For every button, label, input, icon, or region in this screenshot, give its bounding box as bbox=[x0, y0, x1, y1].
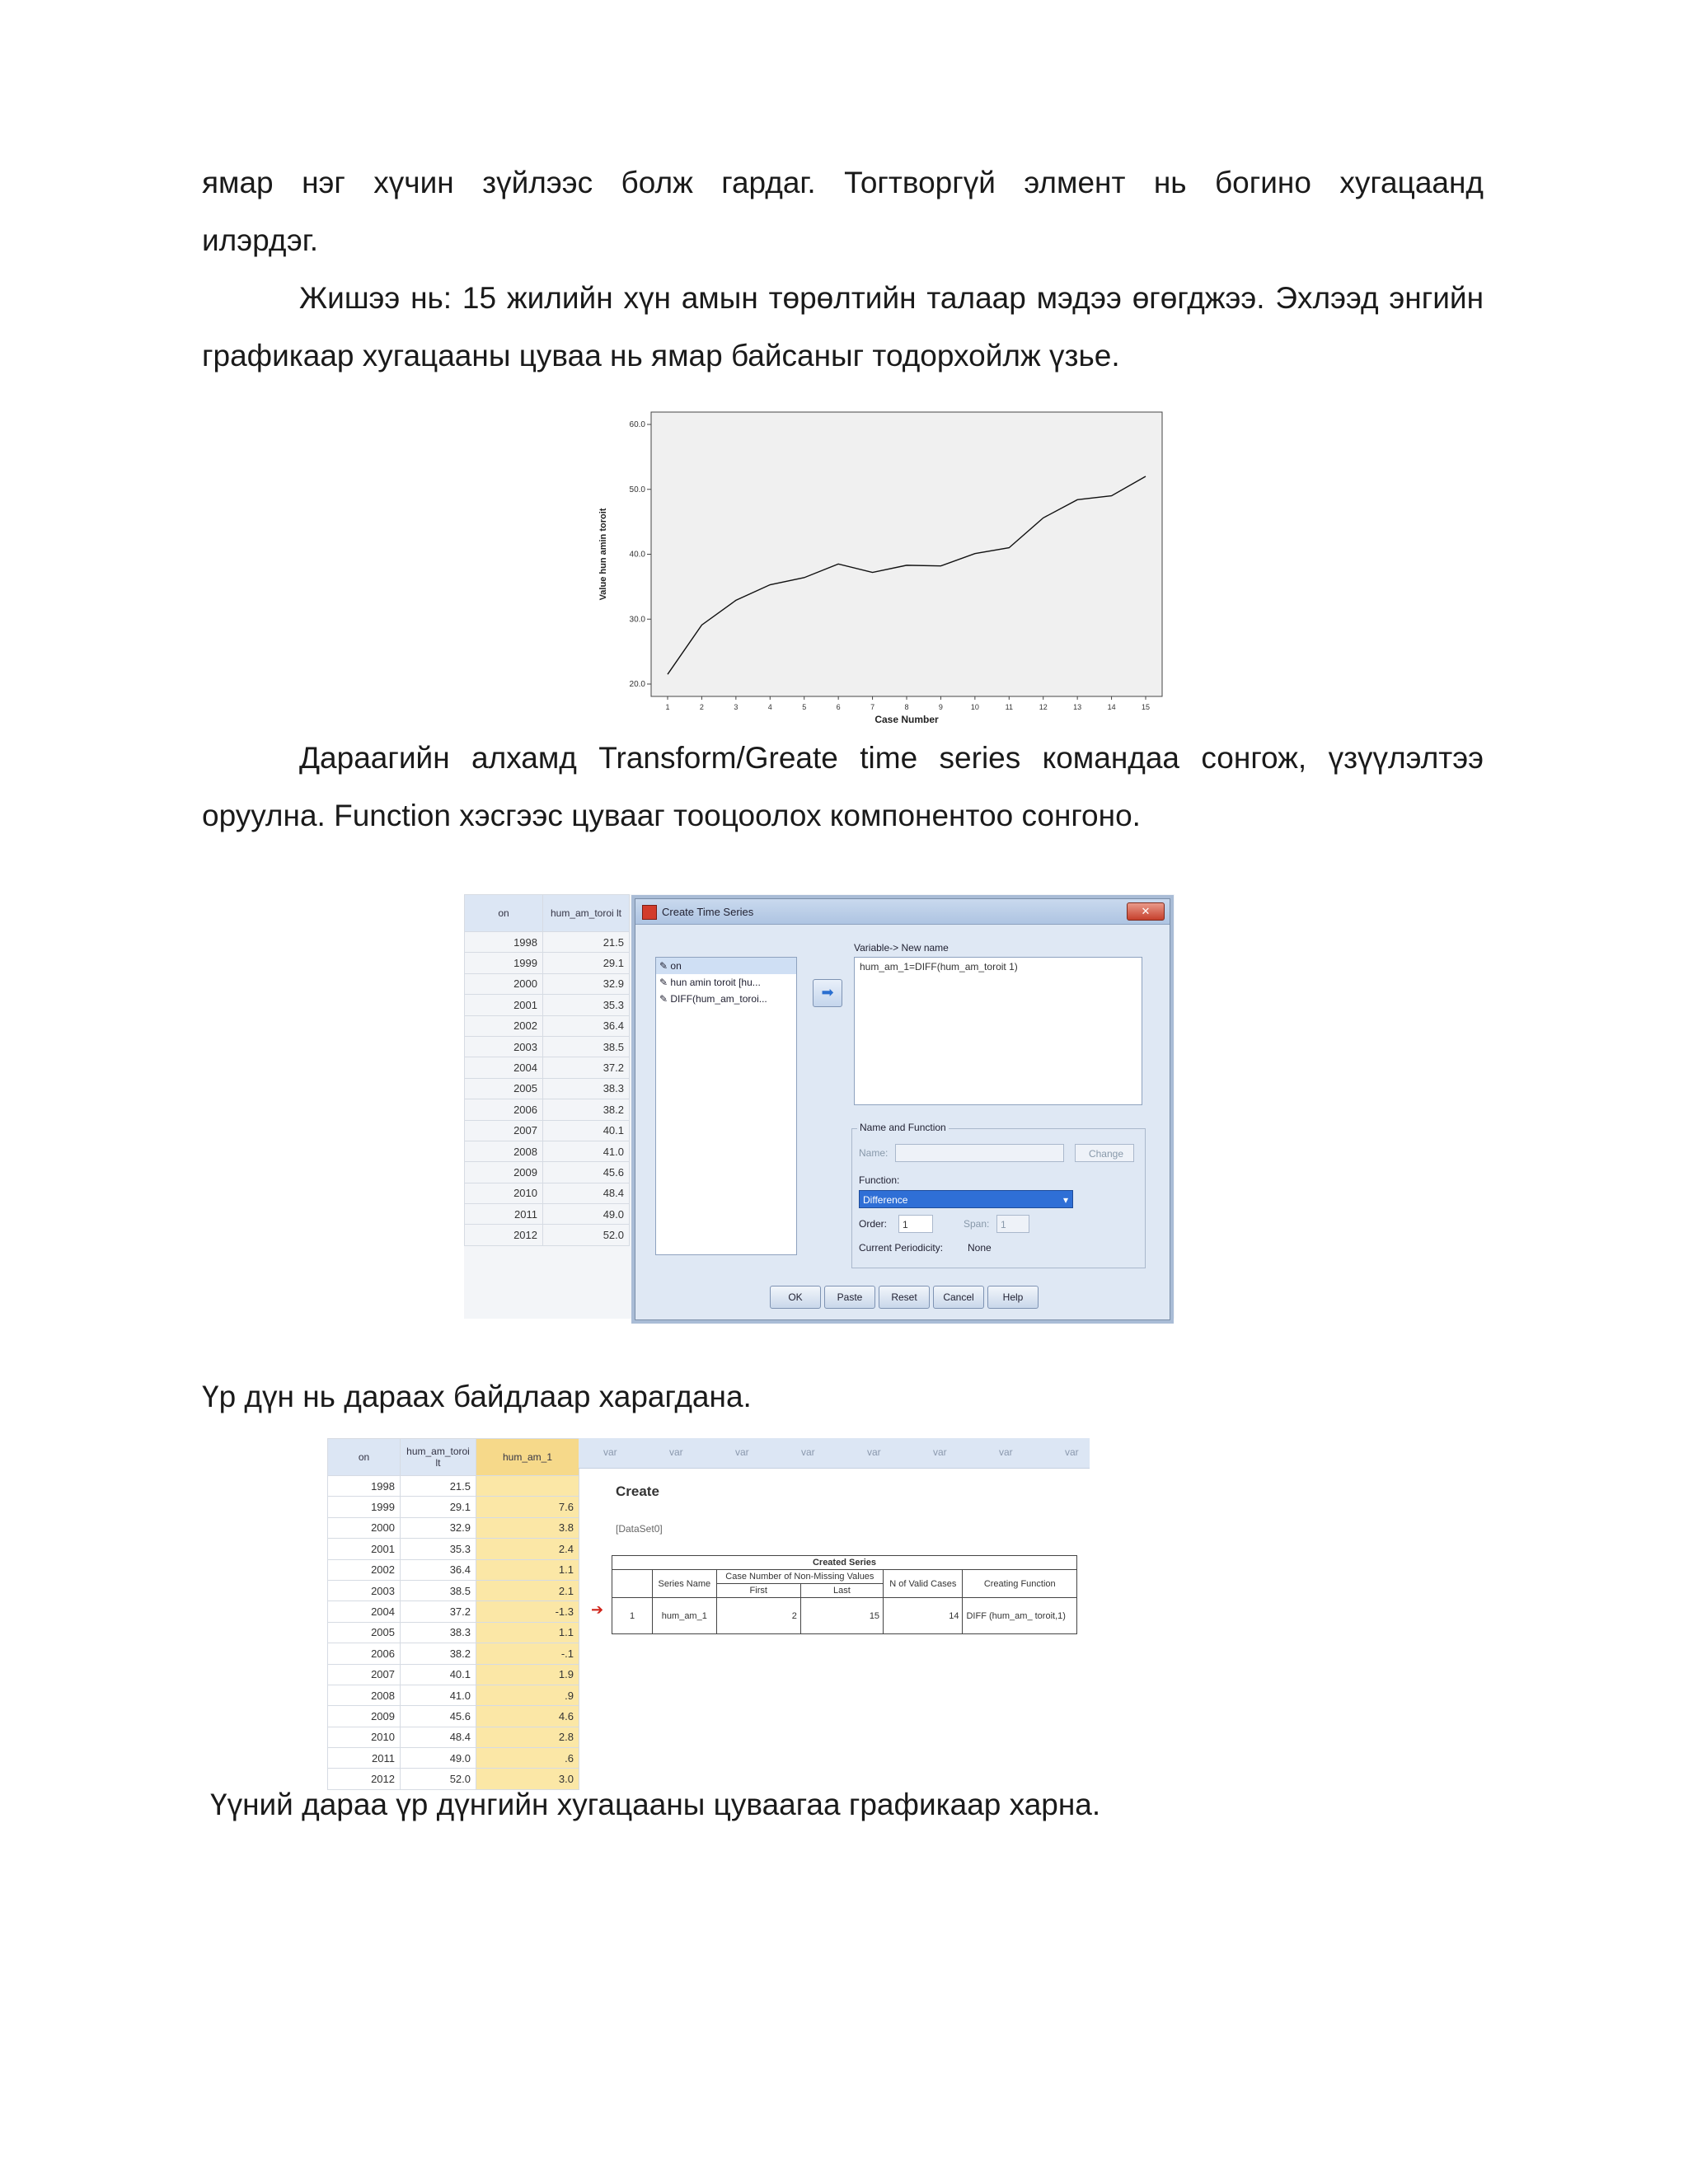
cell-year[interactable]: 2001 bbox=[465, 995, 543, 1015]
x-tick-label: 15 bbox=[1141, 703, 1151, 711]
x-tick-label: 13 bbox=[1073, 703, 1082, 711]
paragraph-1-line-2: илэрдэг. bbox=[202, 223, 319, 257]
cell-value[interactable]: 40.1 bbox=[543, 1120, 630, 1141]
help-button[interactable]: Help bbox=[987, 1286, 1039, 1309]
data-grid-1 bbox=[464, 894, 630, 1246]
cell-value[interactable]: 36.4 bbox=[401, 1559, 476, 1580]
cell-year[interactable]: 1998 bbox=[465, 932, 543, 953]
paragraph-4: Үр дүн нь дараах байдлаар харагдана. bbox=[202, 1380, 752, 1413]
cell-year[interactable]: 2011 bbox=[465, 1204, 543, 1225]
cell-value[interactable]: 32.9 bbox=[543, 973, 630, 994]
paragraph-5: Үүний дараа үр дүнгийн хугацааны цуваагаа графикаар харна. bbox=[210, 1788, 1101, 1821]
cell-diff[interactable]: -1.3 bbox=[476, 1601, 579, 1622]
cell-value[interactable]: 21.5 bbox=[543, 932, 630, 953]
cell-value[interactable]: 48.4 bbox=[543, 1183, 630, 1203]
cell-diff[interactable]: 7.6 bbox=[476, 1497, 579, 1517]
y-tick-label: 50.0 bbox=[629, 485, 645, 494]
x-tick-label: 2 bbox=[699, 703, 704, 711]
cell-year[interactable]: 2008 bbox=[328, 1685, 401, 1705]
var-column-header[interactable]: var bbox=[669, 1446, 683, 1458]
cell-value[interactable]: 37.2 bbox=[401, 1601, 476, 1622]
table-row bbox=[328, 1706, 579, 1727]
cell-year[interactable]: 1999 bbox=[328, 1497, 401, 1517]
cell-value[interactable]: 41.0 bbox=[543, 1141, 630, 1161]
table-row bbox=[465, 1183, 630, 1203]
app-icon bbox=[642, 905, 657, 920]
paragraph-3: Дараагийн алхамд Transform/Greate time series командаа сонгож, үзүүлэлтээ оруулна. Function хэсгээс цувааг тооцоолох компонентоо сонгоно. bbox=[202, 741, 1484, 832]
cell-year[interactable]: 2005 bbox=[328, 1622, 401, 1643]
output-title: Create bbox=[616, 1483, 659, 1499]
table-row bbox=[465, 1225, 630, 1245]
y-tick-label: 20.0 bbox=[629, 680, 645, 689]
var-column-header[interactable]: var bbox=[867, 1446, 881, 1458]
data-grid-2 bbox=[327, 1438, 579, 1790]
cell-year[interactable]: 2002 bbox=[328, 1559, 401, 1580]
cell-value[interactable]: 29.1 bbox=[401, 1497, 476, 1517]
ok-button[interactable]: OK bbox=[770, 1286, 821, 1309]
new-name-item[interactable]: hum_am_1=DIFF(hum_am_toroit 1) bbox=[860, 961, 1018, 972]
table-title: Created Series bbox=[612, 1556, 1077, 1570]
cell-year[interactable]: 2011 bbox=[328, 1748, 401, 1769]
table-row bbox=[328, 1559, 579, 1580]
name-and-function-group bbox=[851, 1122, 1146, 1268]
table-cell: 2 bbox=[716, 1598, 800, 1634]
line-chart-svg bbox=[581, 400, 1175, 729]
cell-year[interactable]: 2000 bbox=[328, 1517, 401, 1538]
pencil-icon: ✎ bbox=[659, 993, 671, 1005]
cell-diff[interactable]: 2.4 bbox=[476, 1539, 579, 1559]
chevron-down-icon: ▾ bbox=[1062, 1194, 1068, 1206]
cell-value[interactable]: 48.4 bbox=[401, 1727, 476, 1747]
table-cell: 15 bbox=[800, 1598, 883, 1634]
output-dataset: [DataSet0] bbox=[616, 1523, 663, 1535]
cell-year[interactable]: 2003 bbox=[465, 1036, 543, 1057]
x-tick-label: 1 bbox=[665, 703, 670, 711]
table-row bbox=[328, 1601, 579, 1622]
var-column-header[interactable]: var bbox=[603, 1446, 617, 1458]
cell-diff[interactable]: 1.1 bbox=[476, 1559, 579, 1580]
var-column-header[interactable]: var bbox=[735, 1446, 749, 1458]
var-column-header[interactable]: var bbox=[801, 1446, 815, 1458]
x-tick-label: 9 bbox=[938, 703, 943, 711]
cell-value[interactable]: 38.2 bbox=[543, 1099, 630, 1120]
table-cell: DIFF (hum_am_ toroit,1) bbox=[963, 1598, 1077, 1634]
close-button[interactable]: ✕ bbox=[1127, 902, 1165, 921]
paragraph-2: Жишээ нь: 15 жилийн хүн амын төрөлтийн талаар мэдээ өгөгджээ. Эхлээд энгийн графикаар хугацааны цуваа нь ямар байсаныг тодорхойлж үзье. bbox=[202, 281, 1484, 373]
x-tick-label: 14 bbox=[1107, 703, 1116, 711]
paste-button[interactable]: Paste bbox=[824, 1286, 875, 1309]
cell-value[interactable]: 36.4 bbox=[543, 1015, 630, 1036]
name-label: Name: bbox=[859, 1147, 889, 1159]
paragraph-1-line-1: ямар нэг хүчин зүйлээс болж гардаг. Тогтворгүй элмент нь богино хугацаанд bbox=[202, 166, 1484, 199]
cell-value[interactable]: 29.1 bbox=[543, 953, 630, 973]
name-input[interactable] bbox=[895, 1144, 1064, 1162]
x-tick-label: 6 bbox=[836, 703, 841, 711]
cell-year[interactable]: 2009 bbox=[465, 1162, 543, 1183]
periodicity-label: Current Periodicity: bbox=[859, 1242, 944, 1254]
pencil-icon: ✎ bbox=[659, 977, 671, 988]
table-row bbox=[465, 1036, 630, 1057]
cell-year[interactable]: 2012 bbox=[465, 1225, 543, 1245]
group-label: Name and Function bbox=[857, 1122, 949, 1133]
cell-year[interactable]: 2007 bbox=[328, 1664, 401, 1685]
table-row bbox=[465, 932, 630, 953]
span-label: Span: bbox=[964, 1218, 990, 1230]
cancel-button[interactable]: Cancel bbox=[933, 1286, 984, 1309]
table-row bbox=[328, 1727, 579, 1747]
table-header-last: Last bbox=[800, 1584, 883, 1598]
cell-diff[interactable]: .6 bbox=[476, 1748, 579, 1769]
cell-year[interactable]: 2003 bbox=[328, 1580, 401, 1601]
table-row bbox=[465, 1057, 630, 1078]
cell-value[interactable]: 35.3 bbox=[543, 995, 630, 1015]
table-header-series: Series Name bbox=[653, 1570, 717, 1598]
x-tick-label: 3 bbox=[734, 703, 738, 711]
variable-list[interactable] bbox=[655, 957, 797, 1255]
cell-value[interactable]: 38.5 bbox=[401, 1580, 476, 1601]
y-tick-label: 40.0 bbox=[629, 550, 645, 560]
cell-diff[interactable]: 3.0 bbox=[476, 1769, 579, 1789]
column-header-hun[interactable]: hum_am_toroi lt bbox=[543, 895, 630, 932]
table-row bbox=[465, 1141, 630, 1161]
x-tick-label: 7 bbox=[870, 703, 875, 711]
cell-diff[interactable]: .9 bbox=[476, 1685, 579, 1705]
cell-year[interactable]: 2004 bbox=[465, 1057, 543, 1078]
table-header-first: First bbox=[716, 1584, 800, 1598]
screenshot-result bbox=[327, 1438, 1090, 1786]
cell-value[interactable]: 45.6 bbox=[543, 1162, 630, 1183]
dialog-titlebar bbox=[635, 899, 1170, 925]
table-header-cell bbox=[612, 1570, 653, 1598]
table-row bbox=[328, 1476, 579, 1497]
table-row bbox=[328, 1497, 579, 1517]
cell-value[interactable]: 35.3 bbox=[401, 1539, 476, 1559]
cell-diff[interactable] bbox=[476, 1476, 579, 1497]
x-tick-label: 4 bbox=[767, 703, 772, 711]
table-row bbox=[465, 973, 630, 994]
cell-year[interactable]: 2006 bbox=[465, 1099, 543, 1120]
cell-diff[interactable]: -.1 bbox=[476, 1643, 579, 1664]
table-row bbox=[328, 1664, 579, 1685]
y-tick-label: 30.0 bbox=[629, 615, 645, 625]
plot-area bbox=[651, 412, 1162, 696]
variable-item[interactable]: ✎ on bbox=[656, 958, 796, 974]
cell-diff[interactable]: 4.6 bbox=[476, 1706, 579, 1727]
table-row bbox=[328, 1539, 579, 1559]
cell-value[interactable]: 38.3 bbox=[543, 1078, 630, 1099]
x-tick-label: 12 bbox=[1039, 703, 1048, 711]
span-input[interactable]: 1 bbox=[996, 1215, 1029, 1233]
cell-year[interactable]: 2007 bbox=[465, 1120, 543, 1141]
table-row bbox=[465, 1099, 630, 1120]
cell-value[interactable]: 38.2 bbox=[401, 1643, 476, 1664]
cell-year[interactable]: 2005 bbox=[465, 1078, 543, 1099]
cell-value[interactable]: 41.0 bbox=[401, 1685, 476, 1705]
function-label: Function: bbox=[859, 1174, 900, 1186]
table-header-func: Creating Function bbox=[963, 1570, 1077, 1598]
cell-value[interactable]: 40.1 bbox=[401, 1664, 476, 1685]
cell-value[interactable]: 38.3 bbox=[401, 1622, 476, 1643]
table-cell: 1 bbox=[612, 1598, 653, 1634]
table-row bbox=[465, 1162, 630, 1183]
create-time-series-dialog bbox=[635, 898, 1170, 1320]
x-tick-label: 10 bbox=[970, 703, 979, 711]
cell-year[interactable]: 1999 bbox=[465, 953, 543, 973]
dialog-title: Create Time Series bbox=[662, 906, 754, 918]
order-label: Order: bbox=[859, 1218, 888, 1230]
cell-year[interactable]: 2000 bbox=[465, 973, 543, 994]
red-arrow-icon: ➔ bbox=[591, 1601, 604, 1618]
column-header-hun[interactable]: hum_am_toroi lt bbox=[401, 1439, 476, 1476]
variable-item[interactable]: ✎ hun amin toroit [hu... bbox=[659, 977, 761, 988]
reset-button[interactable]: Reset bbox=[879, 1286, 930, 1309]
var-column-header[interactable]: var bbox=[1065, 1446, 1079, 1458]
table-row bbox=[328, 1643, 579, 1664]
cell-value[interactable]: 38.5 bbox=[543, 1036, 630, 1057]
screenshot-create-time-series bbox=[464, 894, 1175, 1319]
cell-year[interactable]: 2012 bbox=[328, 1769, 401, 1789]
created-series-table bbox=[612, 1555, 1077, 1634]
x-axis-label: Case Number bbox=[874, 714, 939, 725]
pencil-icon: ✎ bbox=[659, 960, 671, 972]
x-tick-label: 8 bbox=[904, 703, 909, 711]
cell-value[interactable]: 52.0 bbox=[543, 1225, 630, 1245]
cell-diff[interactable]: 1.9 bbox=[476, 1664, 579, 1685]
move-right-arrow-button[interactable]: ➡ bbox=[813, 979, 842, 1007]
line-chart bbox=[581, 400, 1175, 729]
cell-value[interactable]: 32.9 bbox=[401, 1517, 476, 1538]
variable-item[interactable]: ✎ DIFF(hum_am_toroi... bbox=[659, 993, 767, 1005]
table-row bbox=[328, 1517, 579, 1538]
cell-value[interactable]: 49.0 bbox=[401, 1748, 476, 1769]
new-name-label: Variable-> New name bbox=[854, 942, 949, 954]
var-column-header[interactable]: var bbox=[999, 1446, 1013, 1458]
table-header-nvalid: N of Valid Cases bbox=[884, 1570, 963, 1598]
table-cell: hum_am_1 bbox=[653, 1598, 717, 1634]
cell-year[interactable]: 2006 bbox=[328, 1643, 401, 1664]
y-tick-label: 60.0 bbox=[629, 420, 645, 429]
table-row bbox=[328, 1580, 579, 1601]
cell-value[interactable]: 45.6 bbox=[401, 1706, 476, 1727]
cell-year[interactable]: 2002 bbox=[465, 1015, 543, 1036]
table-row bbox=[328, 1622, 579, 1643]
table-row bbox=[465, 995, 630, 1015]
y-axis-label: Value hun amin toroit bbox=[598, 508, 608, 601]
column-header-on[interactable]: on bbox=[328, 1439, 401, 1476]
table-row bbox=[465, 953, 630, 973]
cell-diff[interactable]: 1.1 bbox=[476, 1622, 579, 1643]
table-row bbox=[465, 1015, 630, 1036]
cell-year[interactable]: 1998 bbox=[328, 1476, 401, 1497]
order-input[interactable]: 1 bbox=[898, 1215, 933, 1233]
function-select[interactable]: Difference ▾ bbox=[859, 1190, 1073, 1208]
cell-diff[interactable]: 2.8 bbox=[476, 1727, 579, 1747]
x-tick-label: 11 bbox=[1005, 703, 1013, 711]
cell-value[interactable]: 52.0 bbox=[401, 1769, 476, 1789]
cell-year[interactable]: 2008 bbox=[465, 1141, 543, 1161]
table-row bbox=[465, 1120, 630, 1141]
cell-diff[interactable]: 2.1 bbox=[476, 1580, 579, 1601]
table-row bbox=[465, 1078, 630, 1099]
column-header-diff[interactable]: hum_am_1 bbox=[476, 1439, 579, 1476]
table-row bbox=[328, 1685, 579, 1705]
cell-year[interactable]: 2004 bbox=[328, 1601, 401, 1622]
var-column-header[interactable]: var bbox=[933, 1446, 947, 1458]
x-tick-label: 5 bbox=[802, 703, 807, 711]
table-cell: 14 bbox=[884, 1598, 963, 1634]
table-row bbox=[328, 1748, 579, 1769]
new-name-list[interactable] bbox=[854, 957, 1142, 1105]
table-header-case: Case Number of Non-Missing Values bbox=[716, 1570, 883, 1584]
cell-year[interactable]: 2010 bbox=[328, 1727, 401, 1747]
var-header-strip bbox=[579, 1438, 1090, 1469]
cell-value[interactable]: 21.5 bbox=[401, 1476, 476, 1497]
cell-value[interactable]: 37.2 bbox=[543, 1057, 630, 1078]
cell-year[interactable]: 2010 bbox=[465, 1183, 543, 1203]
change-button[interactable]: Change bbox=[1075, 1144, 1134, 1162]
cell-value[interactable]: 49.0 bbox=[543, 1204, 630, 1225]
column-header-on[interactable]: on bbox=[465, 895, 543, 932]
table-row bbox=[465, 1204, 630, 1225]
periodicity-value: None bbox=[968, 1242, 992, 1254]
cell-year[interactable]: 2009 bbox=[328, 1706, 401, 1727]
cell-diff[interactable]: 3.8 bbox=[476, 1517, 579, 1538]
cell-year[interactable]: 2001 bbox=[328, 1539, 401, 1559]
